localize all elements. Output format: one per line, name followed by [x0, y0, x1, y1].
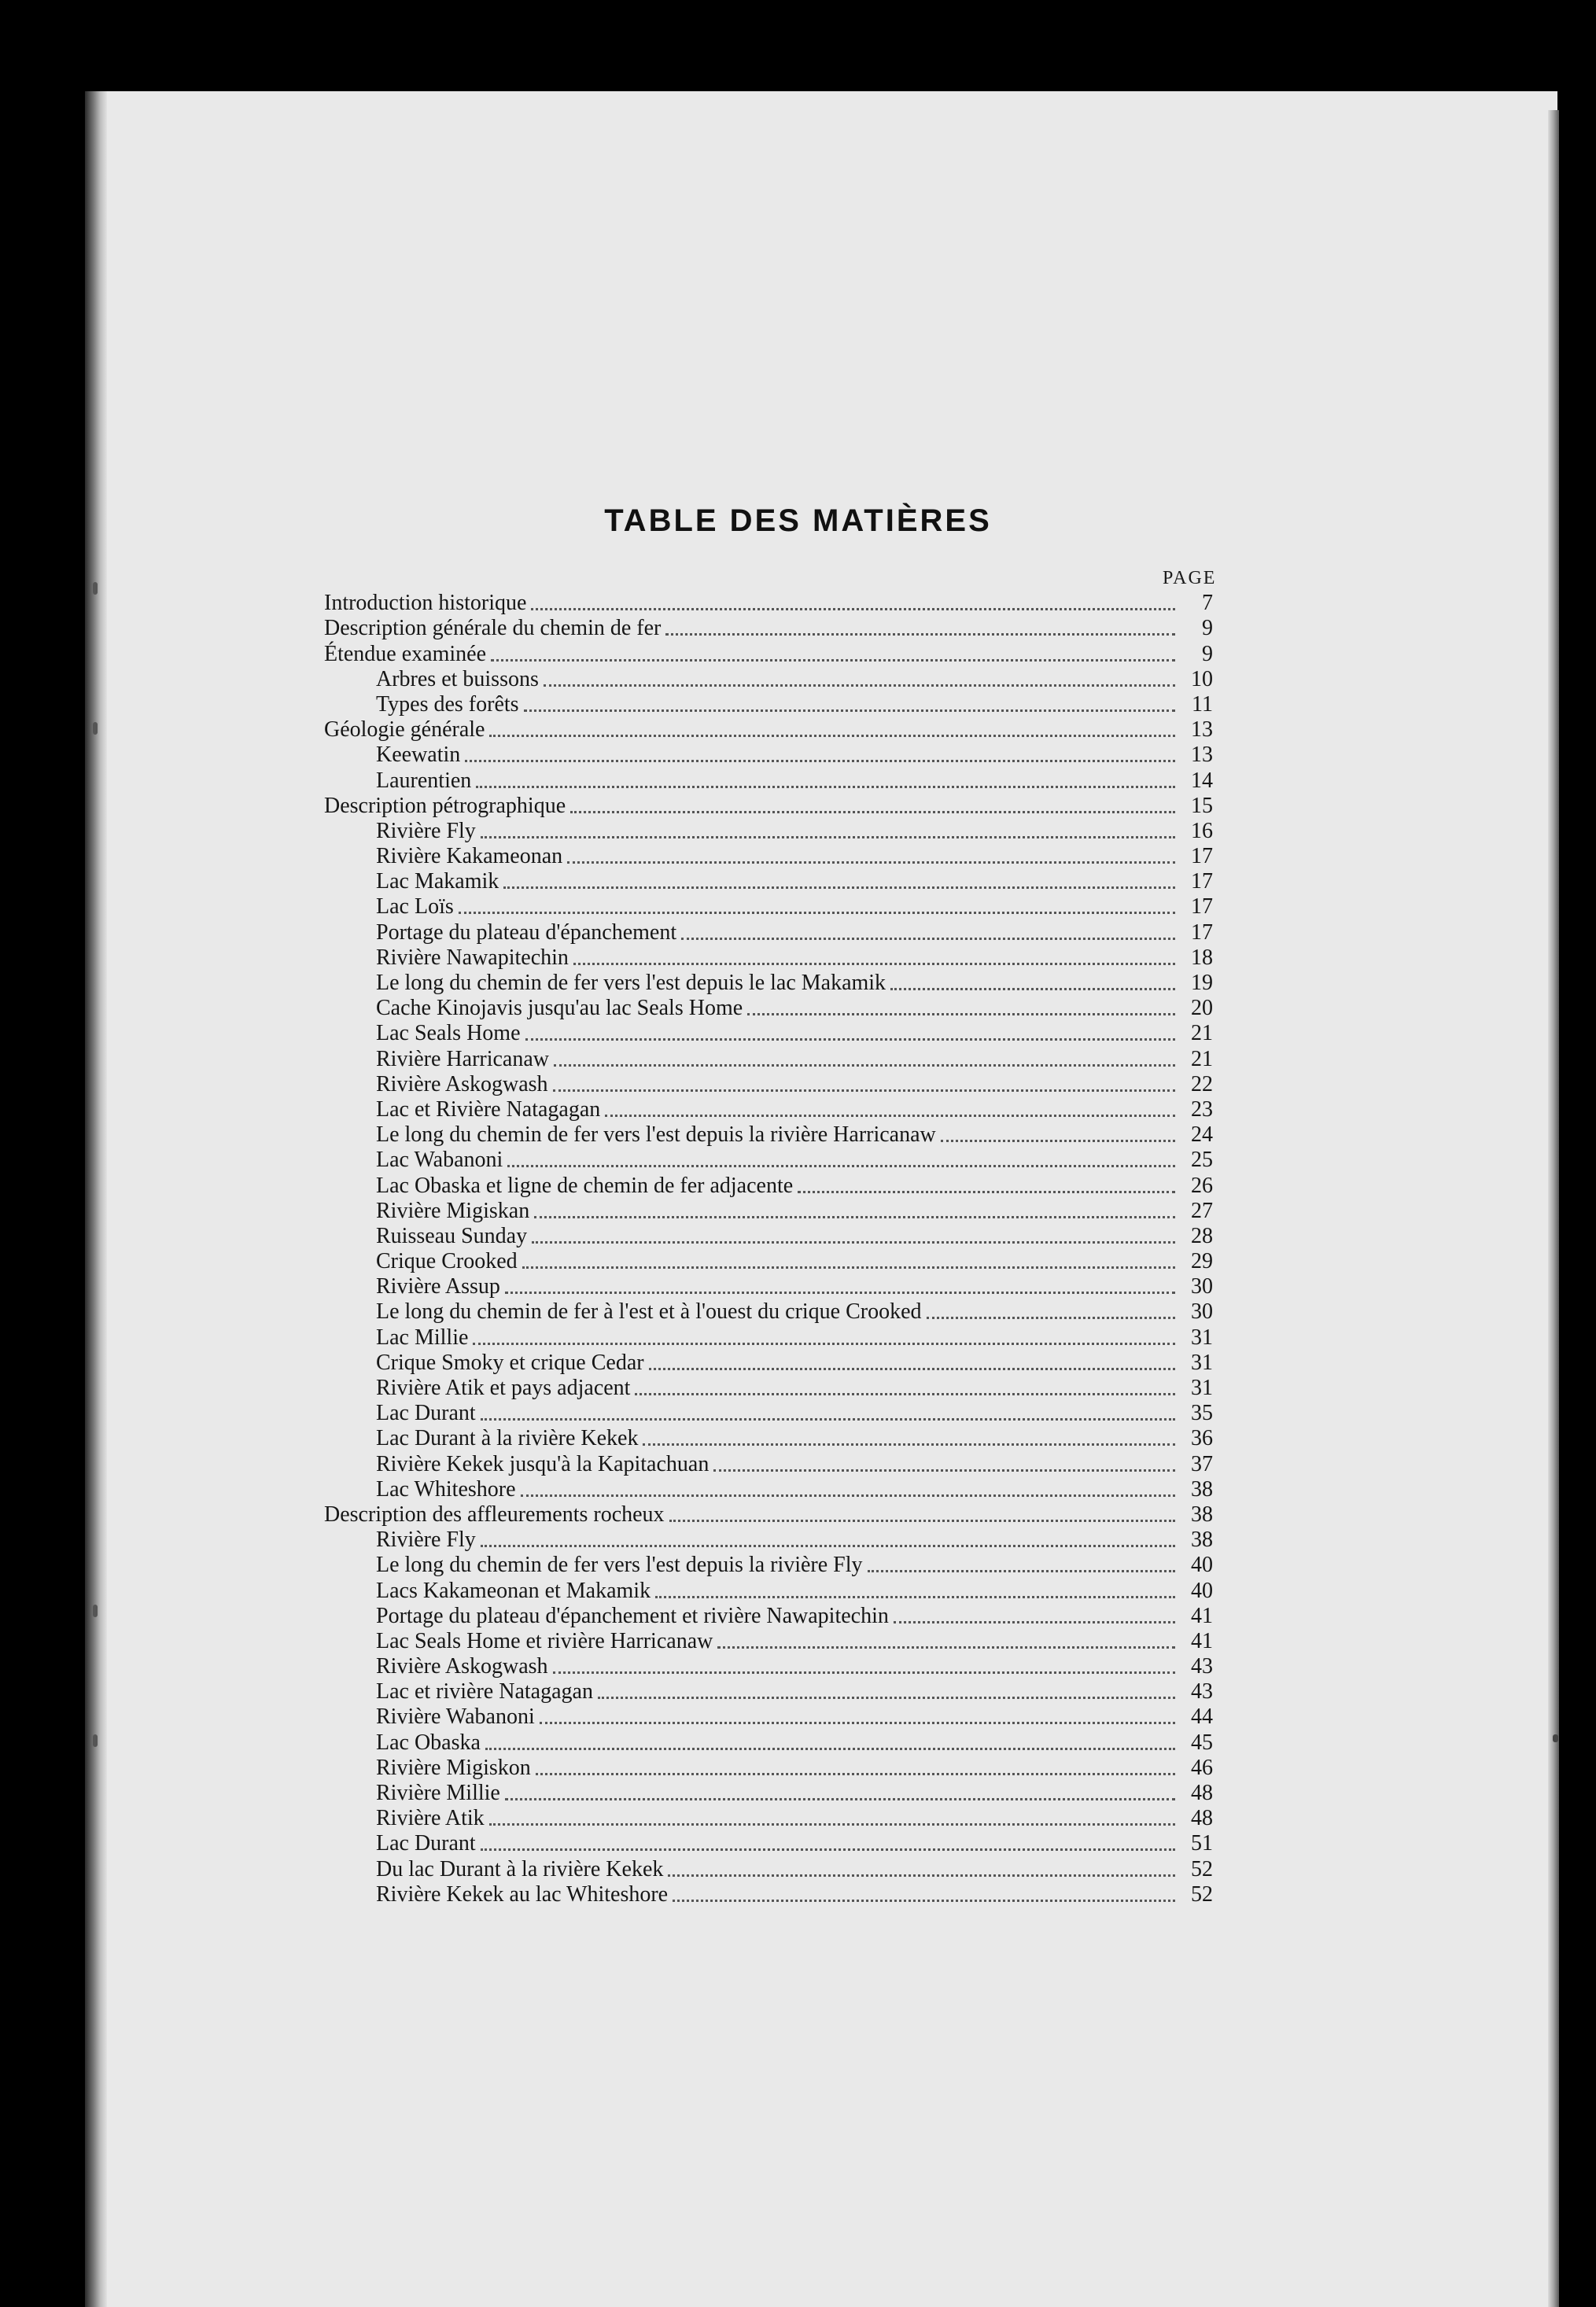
toc-entry-page-number: 43 — [1191, 1679, 1213, 1704]
dot-leader — [717, 1646, 1175, 1649]
toc-entry-page-number: 40 — [1191, 1578, 1213, 1603]
dot-leader — [668, 1874, 1175, 1877]
dot-leader — [522, 1266, 1175, 1269]
toc-entry-page-number: 13 — [1191, 717, 1213, 743]
toc-entry-label: Description générale du chemin de fer — [324, 616, 662, 641]
dot-leader — [649, 1368, 1175, 1370]
dot-leader — [655, 1596, 1175, 1598]
toc-entry — [324, 894, 1213, 919]
toc-entry — [324, 1223, 1213, 1248]
toc-entry — [324, 1830, 1213, 1856]
toc-entry-page-number: 26 — [1191, 1173, 1213, 1198]
toc-entry — [324, 742, 1213, 767]
toc-entry-label: Le long du chemin de fer vers l'est depuis la rivière Fly — [376, 1553, 863, 1578]
toc-entry-label: Lac Durant à la rivière Kekek — [376, 1426, 639, 1451]
toc-entry-label: Laurentien — [376, 768, 472, 793]
toc-entry-label: Lac Durant — [376, 1831, 476, 1856]
toc-entry-page-number: 46 — [1191, 1755, 1213, 1780]
dot-leader — [505, 1798, 1175, 1800]
toc-entry — [324, 1881, 1213, 1907]
toc-entry-page-number: 31 — [1191, 1325, 1213, 1350]
dot-leader — [673, 1900, 1175, 1902]
toc-entry-label: Introduction historique — [324, 591, 527, 616]
toc-entry — [324, 1653, 1213, 1679]
toc-entry-page-number: 41 — [1191, 1628, 1213, 1653]
toc-entry-page-number: 38 — [1191, 1528, 1213, 1553]
toc-entry-label: Géologie générale — [324, 717, 485, 743]
toc-entry-page-number: 38 — [1191, 1476, 1213, 1502]
toc-entry-page-number: 44 — [1191, 1704, 1213, 1730]
toc-entry-label: Rivière Kekek jusqu'à la Kapitachuan — [376, 1451, 710, 1476]
toc-entry — [324, 1780, 1213, 1805]
dot-leader — [553, 1671, 1175, 1674]
toc-entry-label: Portage du plateau d'épanchement et rivière Nawapitechin — [376, 1603, 889, 1628]
toc-entry-label: Le long du chemin de fer vers l'est depuis le lac Makamik — [376, 971, 886, 995]
dot-leader — [798, 1191, 1175, 1193]
toc-entry — [324, 1704, 1213, 1729]
toc-entry — [324, 1476, 1213, 1502]
toc-entry — [324, 1400, 1213, 1425]
margin-mark — [93, 722, 98, 735]
toc-entry-label: Rivière Migiskon — [376, 1755, 531, 1780]
toc-entry-page-number: 35 — [1191, 1401, 1213, 1426]
toc-entry-label: Cache Kinojavis jusqu'au lac Seals Home — [376, 996, 743, 1021]
toc-entry-label: Lac Obaska — [376, 1730, 481, 1755]
page-right-edge — [1548, 110, 1559, 2307]
dot-leader — [459, 912, 1175, 914]
toc-entry-page-number: 15 — [1191, 793, 1213, 818]
dot-leader — [554, 1064, 1175, 1067]
dot-leader — [532, 1241, 1175, 1244]
dot-leader — [605, 1115, 1175, 1117]
toc-entry — [324, 1045, 1213, 1071]
toc-entry-page-number: 18 — [1191, 945, 1213, 970]
toc-entry-page-number: 52 — [1191, 1856, 1213, 1881]
toc-entry-label: Rivière Kekek au lac Whiteshore — [376, 1881, 669, 1907]
toc-entry — [324, 666, 1213, 691]
toc-entry — [324, 640, 1213, 665]
toc-entry — [324, 945, 1213, 970]
page-spine-shadow — [85, 91, 107, 2307]
toc-entry-label: Rivière Atik — [376, 1806, 485, 1831]
toc-entry — [324, 1172, 1213, 1197]
toc-entry-page-number: 11 — [1192, 691, 1213, 717]
toc-entry-page-number: 27 — [1191, 1198, 1213, 1223]
toc-entry-label: Crique Smoky et crique Cedar — [376, 1350, 644, 1375]
dot-leader — [525, 1038, 1176, 1041]
toc-entry — [324, 1324, 1213, 1349]
toc-entry-label: Le long du chemin de fer à l'est et à l'ouest du crique Crooked — [376, 1299, 922, 1325]
dot-leader — [534, 1216, 1175, 1218]
dot-leader — [890, 988, 1175, 990]
dot-leader — [894, 1621, 1175, 1623]
toc-entry — [324, 1805, 1213, 1830]
toc-entry-page-number: 17 — [1191, 844, 1213, 869]
toc-entry-page-number: 52 — [1191, 1881, 1213, 1907]
toc-entry — [324, 843, 1213, 868]
toc-entry — [324, 590, 1213, 615]
toc-entry-page-number: 28 — [1191, 1223, 1213, 1248]
dot-leader — [489, 735, 1175, 737]
toc-entry-page-number: 7 — [1202, 591, 1213, 616]
toc-entry-page-number: 24 — [1191, 1122, 1213, 1148]
toc-entry-page-number: 22 — [1191, 1071, 1213, 1096]
dot-leader — [573, 963, 1175, 965]
toc-entry — [324, 1502, 1213, 1527]
dot-leader — [598, 1697, 1175, 1699]
toc-entry-page-number: 48 — [1191, 1806, 1213, 1831]
dot-leader — [481, 1545, 1175, 1547]
toc-entry — [324, 1755, 1213, 1780]
toc-entry-label: Arbres et buissons — [376, 666, 539, 691]
toc-entry-label: Du lac Durant à la rivière Kekek — [376, 1856, 664, 1881]
toc-entry — [324, 1425, 1213, 1450]
dot-leader — [481, 836, 1175, 838]
toc-entry — [324, 717, 1213, 742]
toc-entry-page-number: 41 — [1191, 1603, 1213, 1628]
toc-entry-label: Rivière Nawapitechin — [376, 945, 569, 970]
toc-entry — [324, 615, 1213, 640]
toc-entry-label: Lac et Rivière Natagagan — [376, 1096, 601, 1122]
toc-entry-page-number: 30 — [1191, 1299, 1213, 1325]
toc-entry-page-number: 31 — [1191, 1350, 1213, 1375]
toc-entry-page-number: 17 — [1191, 919, 1213, 945]
toc-entry-page-number: 14 — [1191, 768, 1213, 793]
toc-entry — [324, 1248, 1213, 1273]
dot-leader — [473, 1343, 1175, 1345]
toc-entry-page-number: 40 — [1191, 1553, 1213, 1578]
toc-entry — [324, 919, 1213, 944]
toc-entry-label: Étendue examinée — [324, 641, 487, 666]
toc-entry — [324, 1071, 1213, 1096]
dot-leader — [536, 1773, 1175, 1775]
toc-entry-page-number: 23 — [1191, 1096, 1213, 1122]
dot-leader — [635, 1393, 1175, 1395]
dot-leader — [521, 1494, 1175, 1497]
dot-leader — [507, 1165, 1175, 1167]
toc-entry-label: Lac Millie — [376, 1325, 469, 1350]
toc-entry-page-number: 31 — [1191, 1376, 1213, 1400]
dot-leader — [747, 1013, 1175, 1015]
dot-leader — [481, 1848, 1175, 1851]
toc-entry-label: Rivière Kakameonan — [376, 844, 563, 869]
toc-entry — [324, 1020, 1213, 1045]
toc-entry-label: Portage du plateau d'épanchement — [376, 919, 677, 945]
dot-leader — [540, 1722, 1175, 1724]
toc-entry — [324, 970, 1213, 995]
dot-leader — [476, 786, 1175, 788]
toc-entry-page-number: 20 — [1191, 996, 1213, 1021]
toc-entry — [324, 1273, 1213, 1299]
dot-leader — [941, 1140, 1175, 1142]
toc-entry-page-number: 17 — [1191, 869, 1213, 894]
toc-entry-page-number: 21 — [1191, 1021, 1213, 1046]
toc-entry — [324, 1577, 1213, 1602]
toc-entry-page-number: 13 — [1191, 743, 1213, 768]
toc-entry — [324, 691, 1213, 717]
toc-entry-page-number: 21 — [1191, 1046, 1213, 1071]
toc-entry-label: Lac et rivière Natagagan — [376, 1679, 593, 1704]
dot-leader — [465, 760, 1175, 762]
page-column-label: PAGE — [1163, 568, 1217, 588]
toc-entry-page-number: 16 — [1191, 818, 1213, 843]
toc-entry — [324, 1096, 1213, 1122]
dot-leader — [524, 709, 1175, 712]
toc-entry — [324, 868, 1213, 894]
toc-entry-label: Keewatin — [376, 743, 461, 768]
toc-entry-label: Rivière Assup — [376, 1274, 500, 1299]
toc-entry — [324, 1552, 1213, 1577]
dot-leader — [505, 1292, 1175, 1294]
toc-list — [324, 590, 1213, 1907]
toc-entry-page-number: 43 — [1191, 1654, 1213, 1679]
toc-title: TABLE DES MATIÈRES — [604, 503, 992, 538]
toc-entry-label: Rivière Millie — [376, 1781, 500, 1805]
toc-entry-label: Lac Durant — [376, 1401, 476, 1426]
toc-entry — [324, 1450, 1213, 1476]
toc-entry-label: Rivière Askogwash — [376, 1654, 548, 1679]
toc-entry-page-number: 38 — [1191, 1502, 1213, 1527]
toc-entry — [324, 1198, 1213, 1223]
toc-entry-label: Rivière Fly — [376, 818, 476, 843]
toc-entry — [324, 1350, 1213, 1375]
toc-entry-page-number: 17 — [1191, 894, 1213, 919]
toc-entry-label: Lac Seals Home — [376, 1021, 521, 1046]
toc-entry — [324, 1628, 1213, 1653]
toc-entry-label: Lac Whiteshore — [376, 1476, 516, 1502]
toc-entry — [324, 767, 1213, 792]
toc-entry — [324, 793, 1213, 818]
toc-entry-page-number: 51 — [1191, 1831, 1213, 1856]
toc-entry-page-number: 9 — [1202, 616, 1213, 641]
toc-entry — [324, 1679, 1213, 1704]
toc-entry-page-number: 10 — [1191, 666, 1213, 691]
toc-entry-label: Description des affleurements rocheux — [324, 1502, 665, 1527]
dot-leader — [681, 938, 1175, 940]
margin-mark — [93, 1734, 98, 1747]
toc-entry — [324, 995, 1213, 1020]
toc-entry — [324, 818, 1213, 843]
toc-entry — [324, 1856, 1213, 1881]
toc-entry — [324, 1527, 1213, 1552]
dot-leader — [553, 1089, 1175, 1092]
dot-leader — [643, 1443, 1175, 1446]
dot-leader — [491, 659, 1175, 662]
toc-entry-label: Rivière Atik et pays adjacent — [376, 1376, 631, 1400]
toc-entry — [324, 1299, 1213, 1324]
toc-entry — [324, 1729, 1213, 1754]
toc-entry — [324, 1122, 1213, 1147]
margin-mark — [1553, 1734, 1558, 1742]
toc-entry-page-number: 19 — [1191, 971, 1213, 995]
toc-entry-label: Lac Seals Home et rivière Harricanaw — [376, 1628, 713, 1653]
toc-entry-page-number: 25 — [1191, 1148, 1213, 1173]
toc-entry-page-number: 48 — [1191, 1781, 1213, 1805]
toc-entry — [324, 1375, 1213, 1400]
toc-entry-page-number: 45 — [1191, 1730, 1213, 1755]
dot-leader — [481, 1418, 1175, 1421]
toc-entry-page-number: 37 — [1191, 1451, 1213, 1476]
toc-entry-page-number: 29 — [1191, 1249, 1213, 1274]
dot-leader — [665, 633, 1175, 636]
dot-leader — [669, 1520, 1175, 1522]
dot-leader — [570, 811, 1175, 813]
toc-entry — [324, 1603, 1213, 1628]
toc-entry-page-number: 36 — [1191, 1426, 1213, 1451]
dot-leader — [489, 1823, 1175, 1826]
dot-leader — [485, 1748, 1175, 1750]
toc-entry-page-number: 30 — [1191, 1274, 1213, 1299]
toc-entry-label: Types des forêts — [376, 691, 519, 717]
margin-mark — [93, 582, 98, 595]
toc-entry-page-number: 9 — [1202, 641, 1213, 666]
dot-leader — [531, 608, 1175, 610]
toc-entry-label: Lac Loïs — [376, 894, 454, 919]
dot-leader — [927, 1317, 1175, 1319]
toc-entry-label: Rivière Harricanaw — [376, 1046, 549, 1071]
toc-entry-label: Lac Makamik — [376, 869, 499, 894]
toc-entry-label: Ruisseau Sunday — [376, 1223, 528, 1248]
margin-mark — [93, 1605, 98, 1617]
toc-entry-label: Lac Obaska et ligne de chemin de fer adjacente — [376, 1173, 794, 1198]
toc-entry-label: Rivière Askogwash — [376, 1071, 548, 1096]
dot-leader — [868, 1570, 1175, 1572]
dot-leader — [503, 886, 1175, 889]
toc-entry-label: Rivière Wabanoni — [376, 1704, 535, 1730]
dot-leader — [567, 861, 1175, 864]
toc-entry — [324, 1147, 1213, 1172]
toc-entry-label: Crique Crooked — [376, 1249, 518, 1274]
toc-entry-label: Rivière Fly — [376, 1528, 476, 1553]
dot-leader — [713, 1469, 1175, 1472]
toc-entry-label: Lacs Kakameonan et Makamik — [376, 1578, 651, 1603]
toc-entry-label: Lac Wabanoni — [376, 1148, 503, 1173]
toc-entry-label: Description pétrographique — [324, 793, 566, 818]
toc-entry-label: Rivière Migiskan — [376, 1198, 530, 1223]
toc-entry-label: Le long du chemin de fer vers l'est depuis la rivière Harricanaw — [376, 1122, 936, 1148]
dot-leader — [544, 684, 1175, 687]
